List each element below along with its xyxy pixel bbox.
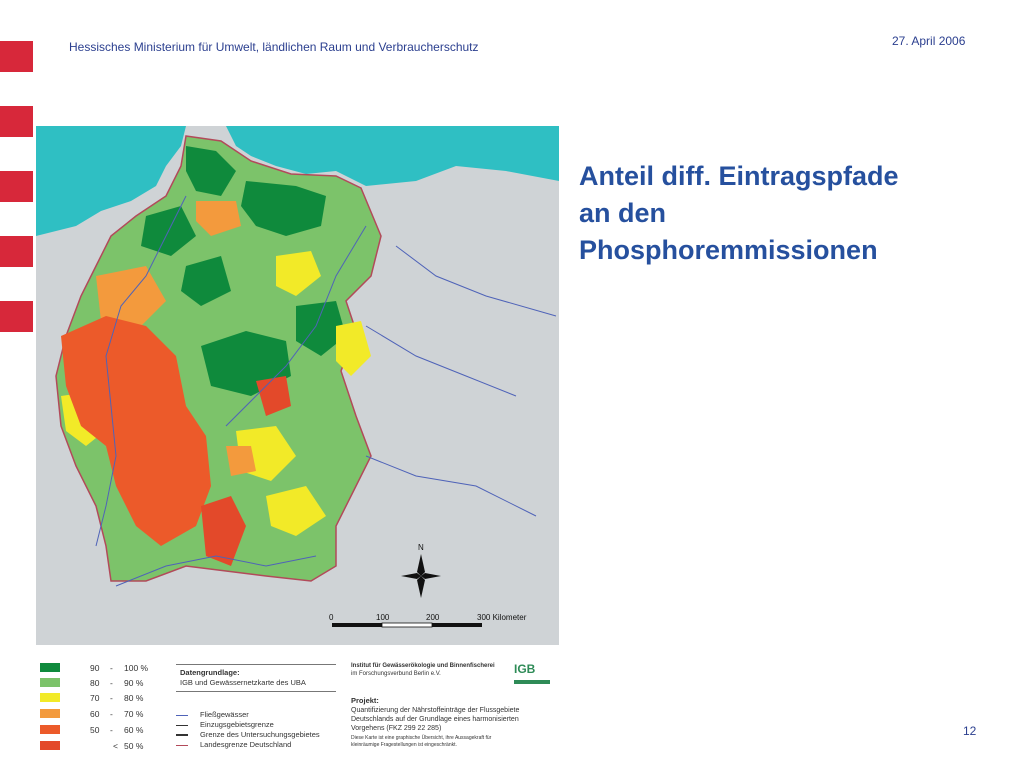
ministry-header: Hessisches Ministerium für Umwelt, ländlichen Raum und Verbraucherschutz bbox=[69, 40, 479, 54]
legend-row bbox=[40, 740, 188, 751]
legend-swatch bbox=[40, 725, 60, 734]
red-bar bbox=[0, 171, 33, 202]
legend-lo: 60 bbox=[90, 708, 100, 719]
legend-lo: 50 bbox=[90, 724, 100, 735]
legend-dash: - bbox=[110, 677, 113, 688]
map-legend bbox=[36, 648, 559, 765]
footnote-line: kleinräumige Fragestellungen ist eingeschränkt. bbox=[351, 742, 457, 748]
legend-dash: - bbox=[110, 708, 113, 719]
red-bar bbox=[0, 236, 33, 267]
basis-box bbox=[176, 664, 336, 692]
igb-logo bbox=[514, 660, 550, 684]
legend-swatch bbox=[40, 678, 60, 687]
legend-row bbox=[40, 724, 188, 735]
region-60-70 bbox=[226, 446, 256, 476]
legend-hi: 100 % bbox=[124, 662, 149, 673]
scale-tick: 300 Kilometer bbox=[477, 613, 527, 622]
legend-row bbox=[40, 662, 188, 673]
legend-row bbox=[40, 692, 188, 703]
legend-row bbox=[40, 677, 188, 688]
red-bar bbox=[0, 106, 33, 137]
title-line: Phosphoremmissionen bbox=[579, 235, 878, 265]
map-image bbox=[36, 126, 559, 645]
project-line: Vorgehens (FKZ 299 22 285) bbox=[351, 725, 442, 732]
legend-swatch bbox=[40, 663, 60, 672]
line-item: Fließgewässer bbox=[176, 710, 320, 720]
legend-lo: 80 bbox=[90, 677, 100, 688]
basis-title: Datengrundlage: bbox=[180, 668, 240, 677]
slide-date: 27. April 2006 bbox=[892, 34, 966, 48]
basis-text: IGB und Gewässernetzkarte des UBA bbox=[180, 678, 306, 687]
legend-swatch bbox=[40, 741, 60, 750]
legend-swatch bbox=[40, 709, 60, 718]
legend-hi: 80 % bbox=[124, 692, 144, 703]
line-item: Grenze des Untersuchungsgebietes bbox=[176, 730, 320, 740]
scale-tick: 0 bbox=[329, 613, 334, 622]
project-block bbox=[351, 696, 556, 749]
red-bar bbox=[0, 41, 33, 72]
institute-line: Institut für Gewässerökologie und Binnenfischerei bbox=[351, 663, 495, 669]
legend-lo: 70 bbox=[90, 692, 100, 703]
legend-swatch bbox=[40, 693, 60, 702]
page-number: 12 bbox=[963, 724, 977, 738]
legend-row bbox=[40, 708, 188, 719]
line-item: Einzugsgebietsgrenze bbox=[176, 720, 320, 730]
slide-title bbox=[579, 158, 1009, 269]
legend-lo: 90 bbox=[90, 662, 100, 673]
institute-line: im Forschungsverbund Berlin e.V. bbox=[351, 671, 441, 677]
legend-dash: - bbox=[110, 662, 113, 673]
institute-block bbox=[351, 662, 501, 678]
title-line: Anteil diff. Eintragspfade bbox=[579, 161, 899, 191]
scale-tick: 200 bbox=[426, 613, 440, 622]
legend-dash: - bbox=[110, 692, 113, 703]
legend-hi: 50 % bbox=[124, 740, 144, 751]
title-line: an den bbox=[579, 198, 667, 228]
legend-hi: 70 % bbox=[124, 708, 144, 719]
legend-hi: 90 % bbox=[124, 677, 144, 688]
line-legend bbox=[176, 710, 320, 750]
line-item: Landesgrenze Deutschland bbox=[176, 740, 320, 750]
legend-hi: 60 % bbox=[124, 724, 144, 735]
project-title: Projekt: bbox=[351, 696, 379, 705]
footnote-line: Diese Karte ist eine graphische Übersicht, ihre Aussagekraft für bbox=[351, 735, 492, 741]
project-line: Deutschlands auf der Grundlage eines harmonisierten bbox=[351, 716, 519, 723]
north-label: N bbox=[418, 543, 424, 552]
red-bar bbox=[0, 301, 33, 332]
scale-tick: 100 bbox=[376, 613, 390, 622]
igb-logo-text: IGB bbox=[514, 662, 536, 676]
project-line: Quantifizierung der Nährstoffeinträge der Flussgebiete bbox=[351, 707, 520, 714]
germany-map bbox=[36, 126, 559, 645]
legend-dash: - bbox=[110, 724, 113, 735]
legend-lo: < bbox=[113, 740, 118, 751]
